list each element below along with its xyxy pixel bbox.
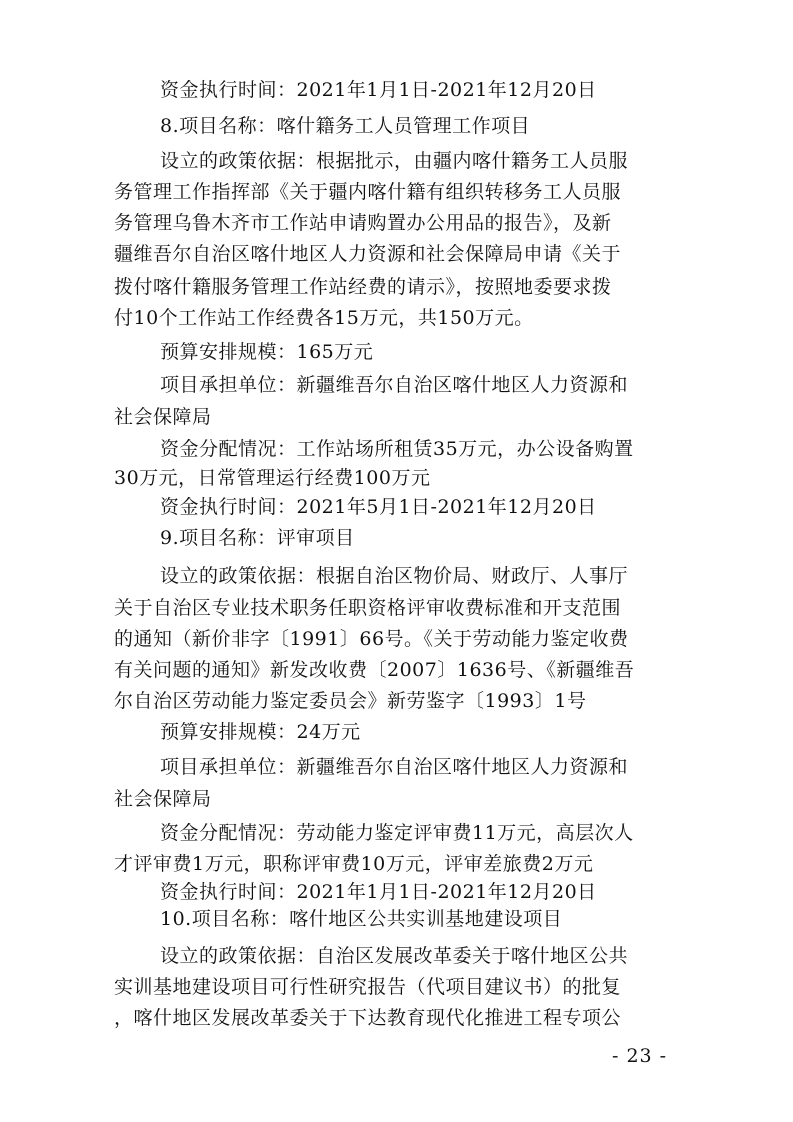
text-line: 社会保障局 [114, 788, 212, 810]
text-line: 资金执行时间：2021年5月1日-2021年12月20日 [160, 496, 597, 518]
text-line: 社会保障局 [114, 406, 212, 428]
text-line: 尔自治区劳动能力鉴定委员会》新劳鉴字〔1993〕1号 [114, 690, 587, 712]
text-line: 务管理工作指挥部《关于疆内喀什籍有组织转移务工人员服 [114, 181, 622, 203]
text-line: 的通知（新价非字〔1991〕66号。《关于劳动能力鉴定收费 [114, 628, 629, 650]
text-line: 才评审费1万元，职称评审费10万元，评审差旅费2万元 [114, 853, 594, 875]
text-line: 项目承担单位：新疆维吾尔自治区喀什地区人力资源和 [160, 756, 629, 778]
text-line: 关于自治区专业技术职务任职资格评审收费标准和开支范围 [114, 597, 622, 619]
text-line: 30万元，日常管理运行经费100万元 [114, 467, 431, 489]
text-line: 付10个工作站工作经费各15万元，共150万元。 [114, 307, 534, 329]
text-line: 资金分配情况：劳动能力鉴定评审费11万元，高层次人 [160, 822, 634, 844]
text-line: 拨付喀什籍服务管理工作站经费的请示》，按照地委要求拨 [114, 276, 612, 298]
text-line: 预算安排规模：24万元 [160, 721, 361, 743]
text-line: 设立的政策依据：根据自治区物价局、财政厅、人事厅 [160, 565, 629, 587]
text-line: 实训基地建设项目可行性研究报告（代项目建议书）的批复 [114, 976, 622, 998]
text-line: 有关问题的通知》新发改收费〔2007〕1636号、《新疆维吾 [114, 659, 635, 681]
page-number: - 23 - [612, 1045, 668, 1067]
text-line: 项目承担单位：新疆维吾尔自治区喀什地区人力资源和 [160, 374, 629, 396]
text-line: 资金执行时间：2021年1月1日-2021年12月20日 [160, 881, 597, 903]
text-line: 务管理乌鲁木齐市工作站申请购置办公用品的报告》，及新 [114, 212, 612, 234]
text-line: 设立的政策依据：根据批示，由疆内喀什籍务工人员服 [160, 150, 629, 172]
text-line: 疆维吾尔自治区喀什地区人力资源和社会保障局申请《关于 [114, 243, 622, 265]
text-line: ，喀什地区发展改革委关于下达教育现代化推进工程专项公 [114, 1007, 622, 1029]
text-line: 预算安排规模：165万元 [160, 341, 374, 363]
text-line: 8.项目名称：喀什籍务工人员管理工作项目 [160, 115, 531, 137]
text-line: 9.项目名称：评审项目 [160, 527, 355, 549]
text-line: 资金分配情况：工作站场所租赁35万元，办公设备购置 [160, 438, 634, 460]
text-line: 资金执行时间：2021年1月1日-2021年12月20日 [160, 79, 597, 101]
text-line: 10.项目名称：喀什地区公共实训基地建设项目 [160, 908, 563, 930]
text-line: 设立的政策依据：自治区发展改革委关于喀什地区公共 [160, 945, 629, 967]
